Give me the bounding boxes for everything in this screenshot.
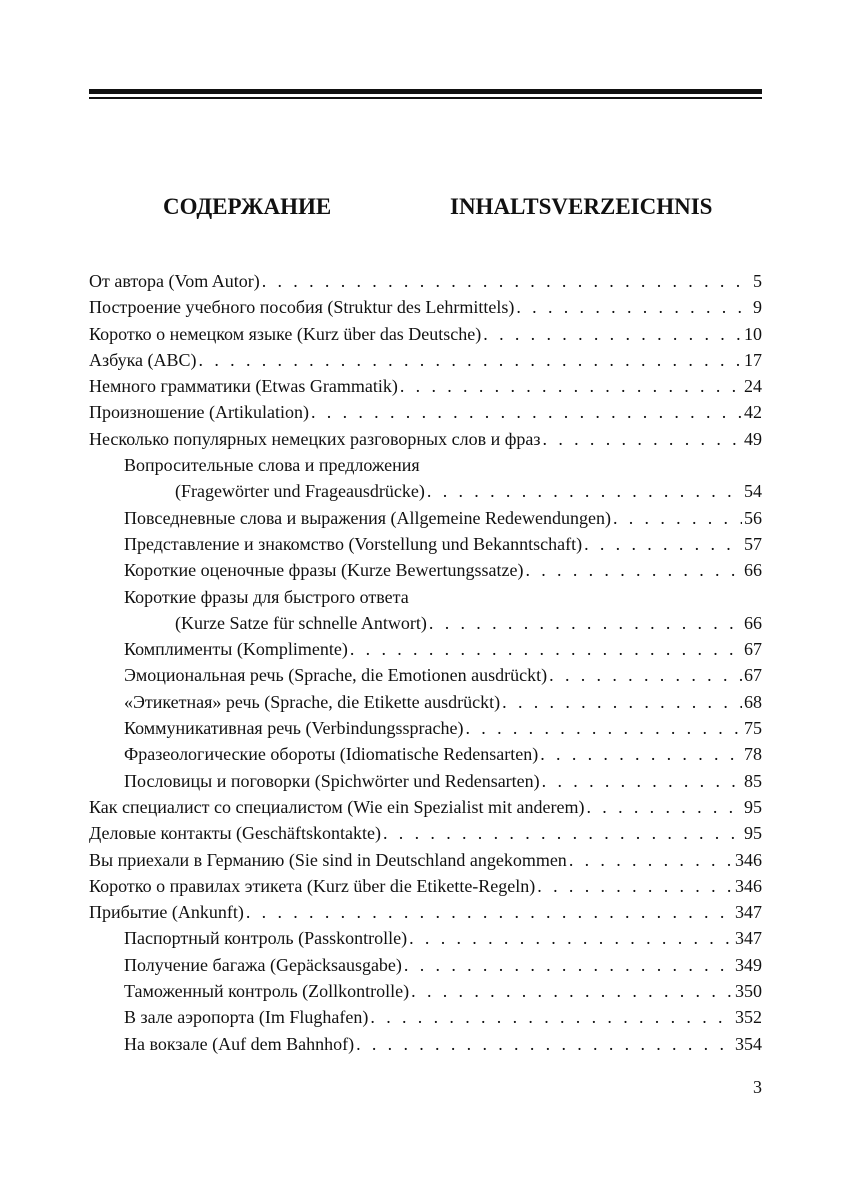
- toc-entry-title: Немного грамматики (Etwas Grammatik): [89, 376, 398, 397]
- dot-leader: [350, 636, 742, 662]
- dot-leader: [584, 531, 742, 557]
- dot-leader: [411, 978, 733, 1004]
- toc-entry: [89, 321, 762, 347]
- dot-leader: [613, 505, 742, 531]
- dot-leader: [586, 794, 742, 820]
- dot-leader: [370, 1004, 733, 1030]
- dot-leader: [542, 768, 742, 794]
- toc-entry: [89, 768, 762, 794]
- toc-entry: [89, 268, 762, 294]
- toc-entry-title: Как специалист со специалистом (Wie ein Spezialist mit anderem): [89, 796, 585, 817]
- toc-entry-title: Коротко о немецком языке (Kurz über das Deutsche): [89, 323, 482, 344]
- table-of-contents: [89, 268, 762, 1057]
- toc-entry-title: Короткие оценочные фразы (Kurze Bewertungssatze): [124, 560, 524, 581]
- toc-entry: [89, 794, 762, 820]
- dot-leader: [516, 294, 751, 320]
- toc-entry: [89, 452, 762, 478]
- dot-leader: [383, 820, 742, 846]
- toc-entry-title: Представление и знакомство (Vorstellung und Bekanntschaft): [124, 533, 583, 554]
- toc-entry-page: 56: [744, 507, 762, 528]
- dot-leader: [262, 268, 751, 294]
- toc-entry-title: Построение учебного пособия (Struktur des Lehrmittels): [89, 297, 515, 318]
- toc-entry-page: 54: [744, 481, 762, 502]
- toc-entry-title: Получение багажа (Gepäcksausgabe): [124, 954, 402, 975]
- toc-entry-page: 68: [744, 691, 762, 712]
- toc-entry-page: 350: [735, 981, 762, 1002]
- toc-entry-page: 66: [744, 560, 762, 581]
- toc-entry: [89, 741, 762, 767]
- toc-entry-title: В зале аэропорта (Im Flughafen): [124, 1007, 369, 1028]
- dot-leader: [199, 347, 742, 373]
- toc-entry-title: Азбука (ABC): [89, 349, 197, 370]
- toc-entry-title: (Fragewörter und Frageausdrücke): [175, 481, 425, 502]
- toc-entry-title: Пословицы и поговорки (Spichwörter und Redensarten): [124, 770, 540, 791]
- toc-entry: [89, 873, 762, 899]
- toc-entry: [89, 531, 762, 557]
- toc-entry: [89, 584, 762, 610]
- toc-entry: [89, 557, 762, 583]
- toc-entry-page: 10: [744, 323, 762, 344]
- toc-entry: [89, 478, 762, 504]
- toc-entry-page: 352: [735, 1007, 762, 1028]
- toc-entry-title: От автора (Vom Autor): [89, 271, 260, 291]
- toc-entry: [89, 426, 762, 452]
- toc-entry: [89, 373, 762, 399]
- toc-entry: [89, 715, 762, 741]
- toc-entry: [89, 689, 762, 715]
- toc-entry-page: 346: [735, 875, 762, 896]
- toc-entry: [89, 925, 762, 951]
- dot-leader: [569, 847, 733, 873]
- dot-leader: [429, 610, 742, 636]
- dot-leader: [427, 478, 742, 504]
- dot-leader: [525, 557, 742, 583]
- dot-leader: [540, 741, 742, 767]
- toc-entry-page: 75: [744, 718, 762, 739]
- toc-entry-title: Коротко о правилах этикета (Kurz über die Etikette-Regeln): [89, 875, 536, 896]
- toc-entry-title: Вы приехали в Германию (Sie sind in Deutschland angekommen: [89, 849, 567, 870]
- toc-entry-title: «Этикетная» речь (Sprache, die Etikette ausdrückt): [124, 691, 501, 712]
- toc-entry-title: Повседневные слова и выражения (Allgemeine Redewendungen): [124, 507, 611, 528]
- toc-entry: [89, 820, 762, 846]
- toc-entry-page: 67: [744, 639, 762, 660]
- toc-entry: [89, 847, 762, 873]
- toc-entry-title: Произношение (Artikulation): [89, 402, 309, 423]
- toc-entry-page: 95: [744, 823, 762, 844]
- toc-entry-page: 78: [744, 744, 762, 765]
- toc-entry-title: Таможенный контроль (Zollkontrolle): [124, 981, 410, 1002]
- dot-leader: [465, 715, 742, 741]
- dot-leader: [246, 899, 733, 925]
- toc-entry-page: 349: [735, 954, 762, 975]
- dot-leader: [404, 952, 733, 978]
- toc-entry: [89, 899, 762, 925]
- toc-entry: [89, 636, 762, 662]
- header-rule-thick: [89, 89, 762, 94]
- toc-entry: [89, 1031, 762, 1057]
- toc-entry-title: Эмоциональная речь (Sprache, die Emotionen ausdrückt): [124, 665, 548, 686]
- toc-entry-page: 95: [744, 796, 762, 817]
- toc-entry-title: Несколько популярных немецких разговорных слов и фраз: [89, 428, 541, 449]
- dot-leader: [356, 1031, 733, 1057]
- toc-entry-page: 354: [735, 1033, 762, 1054]
- dot-leader: [537, 873, 733, 899]
- dot-leader: [400, 373, 742, 399]
- toc-entry: [89, 1004, 762, 1030]
- dot-leader: [409, 925, 733, 951]
- toc-entry: [89, 978, 762, 1004]
- toc-entry-page: 5: [753, 271, 762, 291]
- toc-entry-title: На вокзале (Auf dem Bahnhof): [124, 1033, 355, 1054]
- toc-entry-page: 57: [744, 533, 762, 554]
- toc-entry: [89, 347, 762, 373]
- toc-entry-page: 9: [753, 297, 762, 318]
- page-number: 3: [753, 1077, 762, 1097]
- toc-entry: [89, 662, 762, 688]
- toc-entry-page: 346: [735, 849, 762, 870]
- toc-entry-title: Короткие фразы для быстрого ответа: [124, 586, 409, 607]
- dot-leader: [502, 689, 742, 715]
- toc-entry-title: Паспортный контроль (Passkontrolle): [124, 928, 408, 949]
- toc-entry-page: 17: [744, 349, 762, 370]
- toc-entry-title: Коммуникативная речь (Verbindungssprache): [124, 718, 464, 739]
- toc-entry-title: Прибытие (Ankunft): [89, 902, 244, 923]
- toc-entry: [89, 399, 762, 425]
- toc-entry: [89, 952, 762, 978]
- toc-entry-title: Деловые контакты (Geschäftskontakte): [89, 823, 381, 844]
- toc-entry: [89, 294, 762, 320]
- toc-entry-page: 66: [744, 612, 762, 633]
- toc-entry: [89, 505, 762, 531]
- toc-entry-title: Комплименты (Komplimente): [124, 639, 348, 660]
- page-title-german: INHALTSVERZEICHNIS: [450, 194, 713, 219]
- dot-leader: [549, 662, 742, 688]
- toc-entry-page: 85: [744, 770, 762, 791]
- header-rule-thin: [89, 97, 762, 99]
- toc-entry-page: 347: [735, 902, 762, 923]
- toc-entry-page: 49: [744, 428, 762, 449]
- toc-entry-page: 67: [744, 665, 762, 686]
- dot-leader: [543, 426, 742, 452]
- toc-entry-page: 24: [744, 376, 762, 397]
- toc-entry-page: 347: [735, 928, 762, 949]
- dot-leader: [483, 321, 742, 347]
- page-title-russian: СОДЕРЖАНИЕ: [163, 194, 332, 219]
- toc-entry-page: 42: [744, 402, 762, 423]
- dot-leader: [311, 399, 742, 425]
- toc-entry: [89, 610, 762, 636]
- toc-entry-title: (Kurze Satze für schnelle Antwort): [175, 612, 427, 633]
- toc-entry-title: Фразеологические обороты (Idiomatische Redensarten): [124, 744, 539, 765]
- toc-entry-title: Вопросительные слова и предложения: [124, 455, 420, 476]
